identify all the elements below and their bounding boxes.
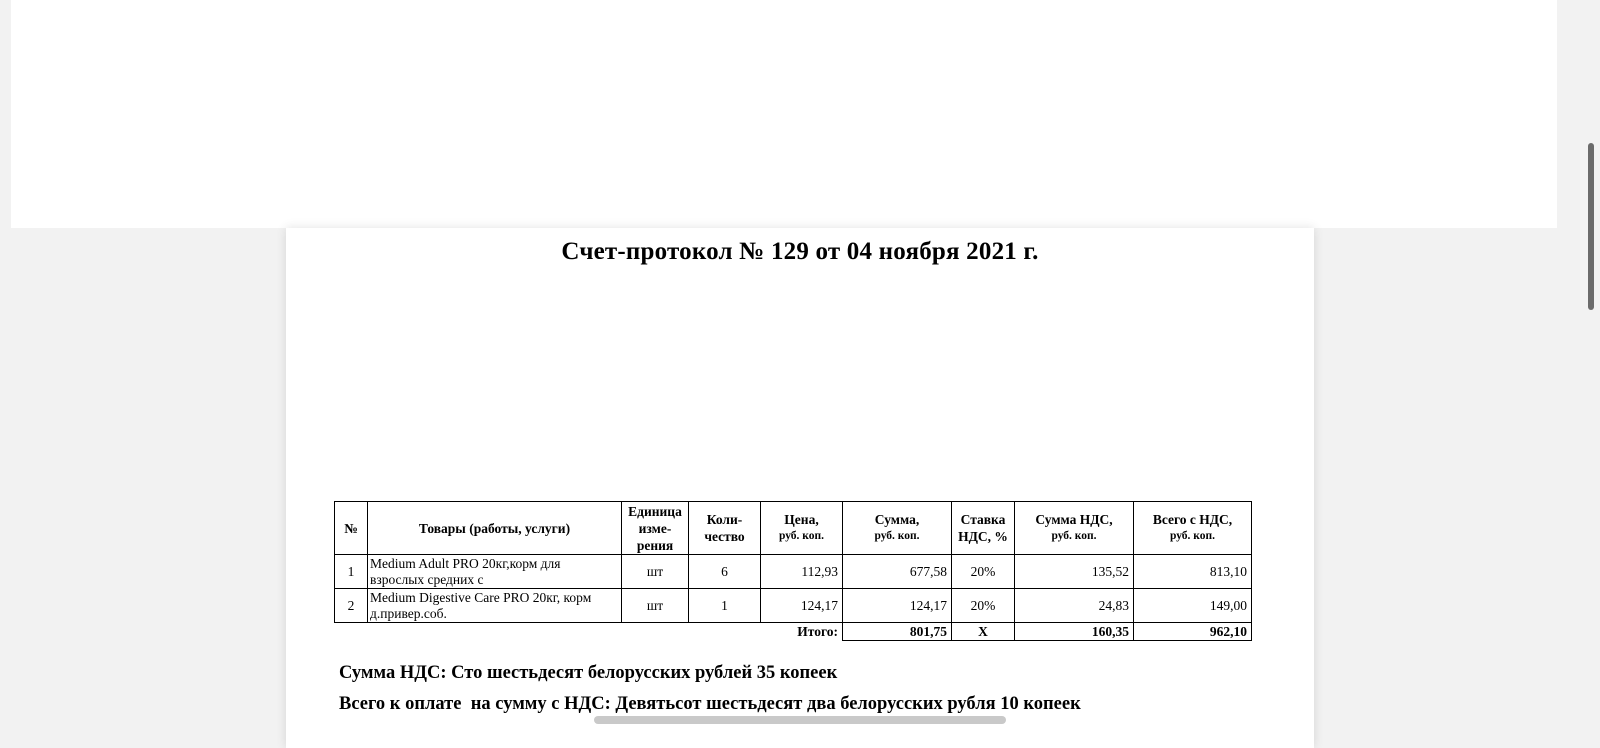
row-vat-rate: 20% (952, 589, 1015, 623)
totals-label: Итого: (797, 623, 838, 639)
header-num: № (335, 502, 368, 555)
row-vat-sum: 135,52 (1015, 555, 1134, 589)
row-total: 813,10 (1134, 555, 1252, 589)
row-goods: Medium Digestive Care PRO 20кг, корм д.привер.соб. (368, 589, 622, 623)
document-page (286, 228, 1314, 748)
horizontal-scrollbar-thumb[interactable] (594, 716, 1006, 724)
header-sum: Сумма, руб. коп. (843, 502, 952, 555)
vat-summary-line: Сумма НДС: Сто шестьдесят белорусских рублей 35 копеек (339, 663, 838, 683)
table-header-row (335, 502, 1252, 555)
header-total-with-vat: Всего с НДС, руб. коп. (1134, 502, 1252, 555)
header-goods: Товары (работы, услуги) (368, 502, 622, 555)
row-goods: Medium Adult PRO 20кг,корм для взрослых средних с (368, 555, 622, 589)
table-row (335, 589, 1252, 623)
previous-page-area (11, 0, 1557, 228)
row-vat-rate: 20% (952, 555, 1015, 589)
totals-row (335, 623, 1252, 641)
vertical-scrollbar-thumb[interactable] (1588, 143, 1594, 310)
invoice-table (334, 501, 1252, 641)
table-row (335, 555, 1252, 589)
row-num: 2 (335, 589, 368, 623)
totals-empty-cell (689, 623, 761, 641)
totals-empty-cell (622, 623, 689, 641)
row-total: 149,00 (1134, 589, 1252, 623)
row-num: 1 (335, 555, 368, 589)
header-vat-rate: Ставка НДС, % (952, 502, 1015, 555)
row-vat-sum: 24,83 (1015, 589, 1134, 623)
row-price: 124,17 (761, 589, 843, 623)
total-summary-line: Всего к оплате на сумму с НДС: Девятьсот шестьдесят два белорусских рубля 10 копеек (339, 694, 1081, 714)
row-sum: 124,17 (843, 589, 952, 623)
document-title: Счет-протокол № 129 от 04 ноября 2021 г. (561, 238, 1039, 265)
row-qty: 6 (689, 555, 761, 589)
row-unit: шт (622, 589, 689, 623)
totals-sum: 801,75 (843, 623, 952, 641)
header-price: Цена, руб. коп. (761, 502, 843, 555)
totals-empty-cell (335, 623, 368, 641)
row-sum: 677,58 (843, 555, 952, 589)
row-unit: шт (622, 555, 689, 589)
header-unit: Единица изме- рения (622, 502, 689, 555)
row-price: 112,93 (761, 555, 843, 589)
header-vat-sum: Сумма НДС, руб. коп. (1015, 502, 1134, 555)
totals-vat-sum: 160,35 (1015, 623, 1134, 641)
totals-total: 962,10 (1134, 623, 1252, 641)
row-qty: 1 (689, 589, 761, 623)
totals-empty-cell (368, 623, 622, 641)
totals-vat-rate: Х (952, 623, 1015, 641)
header-qty: Коли- чество (689, 502, 761, 555)
